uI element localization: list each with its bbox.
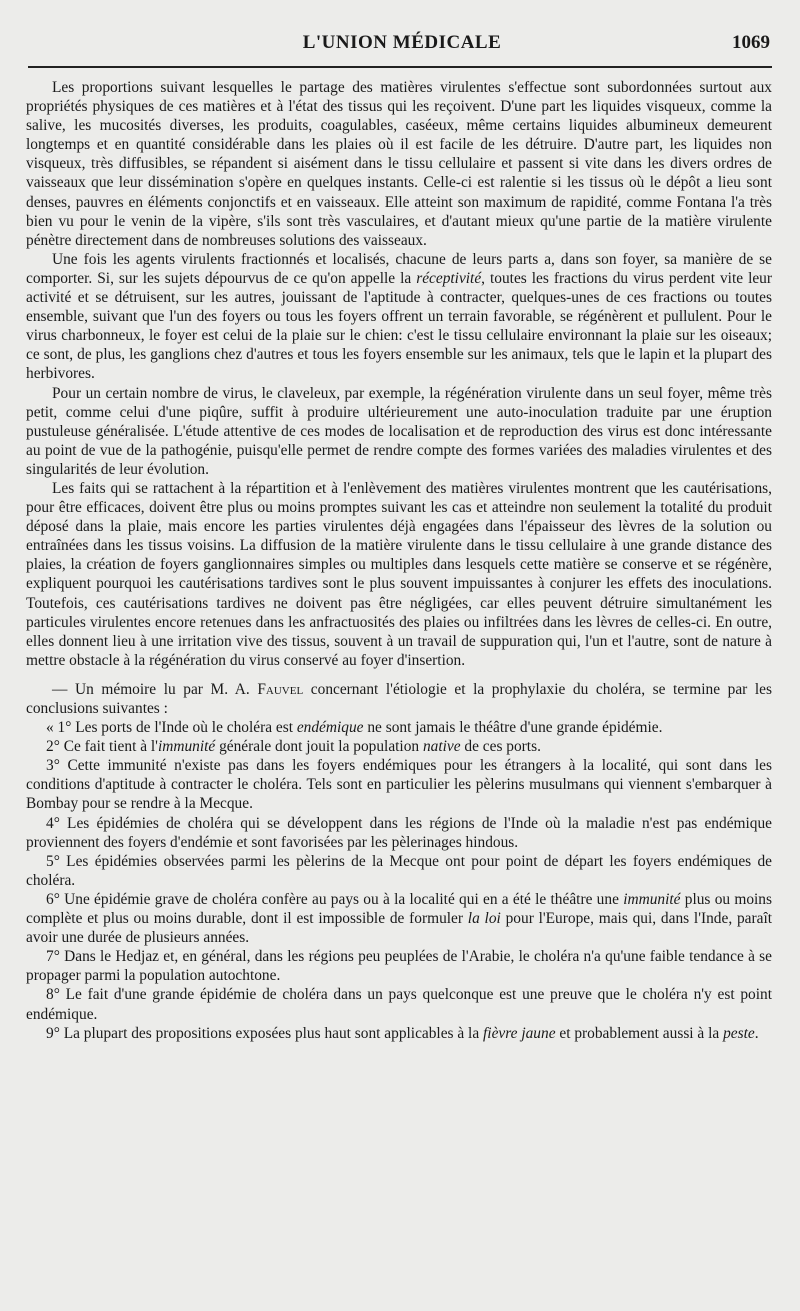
conclusion-item: 6° Une épidémie grave de choléra confère au pays ou à la localité qui en a été le théâtre une immunité plus ou moins complète et plus ou moins durable, dont il est impossible de formuler la loi pour l'Europe, mais qui, dans l'Inde, paraît avoir une durée de plusieurs années. — [26, 890, 772, 947]
conclusion-item: 3° Cette immunité n'existe pas dans les foyers endémiques pour les étrangers à la localité, qui sont dans les conditions d'aptitude à contracter le choléra. Tels sont en particulier les pèlerins musulmans qui viennent s'embarquer à Bombay pour se rendre à la Mecque. — [26, 757, 772, 813]
author-name: Fauvel — [257, 680, 304, 698]
conclusion-item: 5° Les épidémies observées parmi les pèlerins de la Mecque ont pour point de départ les foyers endémiques de choléra. — [26, 852, 772, 889]
page-header — [28, 30, 776, 60]
conclusion-item: 4° Les épidémies de choléra qui se développent dans les régions de l'Inde où la maladie n'est pas endémique proviennent des foyers d'endémie et sont favorisées par les pèlerinages hindous. — [26, 814, 772, 851]
running-title: L'UNION MÉDICALE — [302, 32, 502, 53]
conclusions-list — [26, 718, 772, 1043]
conclusion-item: 2° Ce fait tient à l'immunité générale dont jouit la population native de ces ports. — [46, 738, 541, 756]
paragraph: Une fois les agents virulents fractionnés et localisés, chacune de leurs parts a, dans son foyer, sa manière de se comporter. Si, sur les sujets dépourvus de ce qu'on appelle la réceptivité, toutes les fractions du virus perdent vite leur activité et se détruisent, sur les autres, jouissant de l'aptitude à contracter, quelques-unes de ces fractions ou toutes ensemble, suivant que l'un des foyers ou tous les foyers offrent un terrain favorable, se régénèrent et pullulent. Pour le virus charbonneux, le foyer est celui de la plaie sur le chien: c'est le tissu cellulaire environnant la plaie sur les oiseaux; ce sont, de plus, les ganglions chez d'autres et tous les foyers ensemble sur les animaux, tels que le lapin et la plupart des herbivores. — [26, 250, 772, 383]
paragraph: Les faits qui se rattachent à la répartition et à l'enlèvement des matières virulentes montrent que les cautérisations, pour être efficaces, doivent être plus ou moins promptes suivant les cas et atteindre non seulement la totalité du produit déposé dans la plaie, mais encore les parties virulentes déjà engagées dans l'épaisseur des lèvres de la solution ou entraînées dans les tissus voisins. La diffusion de la matière virulente dans le tissu cellulaire à une grande distance des plaies, la création de foyers ganglionnaires simples ou multiples dans lesquels cette matière se conserve et se régénère, expliquent pourquoi les cautérisations tardives sont le plus souvent impuissantes à conjurer les effets des inoculations. Toutefois, ces cautérisations tardives ne doivent pas être négligées, car elles peuvent détruire simultanément les particules virulentes encore retenues dans les anfractuosités des plaies ou infiltrées dans les lèvres de celles-ci. En outre, elles donnent lieu à une irritation vive des tissus, souvent à un travail de suppuration qui, l'un et l'autre, sont de nature à mettre obstacle à la régénération du virus conservé au foyer d'insertion. — [26, 479, 772, 669]
conclusion-item: 7° Dans le Hedjaz et, en général, dans les régions peu peuplées de l'Arabie, le choléra n'a qu'une faible tendance à se propager parmi la population autochtone. — [26, 948, 772, 985]
paragraph: Les proportions suivant lesquelles le partage des matières virulentes s'effectue sont subordonnées surtout aux propriétés physiques de ces matières et à l'état des tissus qui les reçoivent. D'une part les liquides visqueux, comme la salive, les mucosités diverses, les produits, coagulables, caséeux, même certains liquides albumineux demeurent longtemps et en quantité considérable dans les plaies où il est facile de les détruire. D'autre part, les liquides non visqueux, très diffusibles, se répandent si aisément dans le tissu cellulaire et passent si vite dans les divers ordres de vaisseaux que leur dissémination s'opère en quelques instants. Celle-ci est ralentie si les tissus où le dépôt a lieu sont denses, pauvres en éléments conjonctifs et en vaisseaux. Elle atteint son maximum de rapidité, comme Fontana l'a très bien vu pour le venin de la vipère, s'ils sont très vasculaires, et d'autant mieux qu'une partie de la matière virulente pénètre directement dans de nombreuses solutions des vaisseaux. — [26, 79, 772, 249]
article-body — [26, 78, 772, 1043]
paragraph: Pour un certain nombre de virus, le claveleux, par exemple, la régénération virulente dans un seul foyer, même très petit, comme celui d'une piqûre, suffit à produire ultérieurement une auto-inoculation traduite par une éruption pustuleuse généralisée. L'étude attentive de ces modes de localisation et de reproduction des virus est donc intéressante au point de vue de la pathogénie, puisqu'elle permet de rendre compte des formes variées des maladies virulentes et des singularités de leur évolution. — [26, 384, 772, 478]
conclusion-item: « 1° Les ports de l'Inde où le choléra est endémique ne sont jamais le théâtre d'une grande épidémie. — [46, 719, 663, 737]
conclusion-item: 9° La plupart des propositions exposées plus haut sont applicables à la fièvre jaune et probablement aussi à la peste. — [46, 1024, 759, 1042]
memoir-intro: — Un mémoire lu par M. A. Fauvel concernant l'étiologie et la prophylaxie du choléra, se termine par les conclusions suivantes : — [26, 680, 772, 717]
conclusion-item: 8° Le fait d'une grande épidémie de choléra dans un pays quelconque est une preuve que le choléra n'y est point endémique. — [26, 986, 772, 1023]
page-number: 1069 — [732, 32, 770, 53]
header-rule — [28, 66, 772, 68]
